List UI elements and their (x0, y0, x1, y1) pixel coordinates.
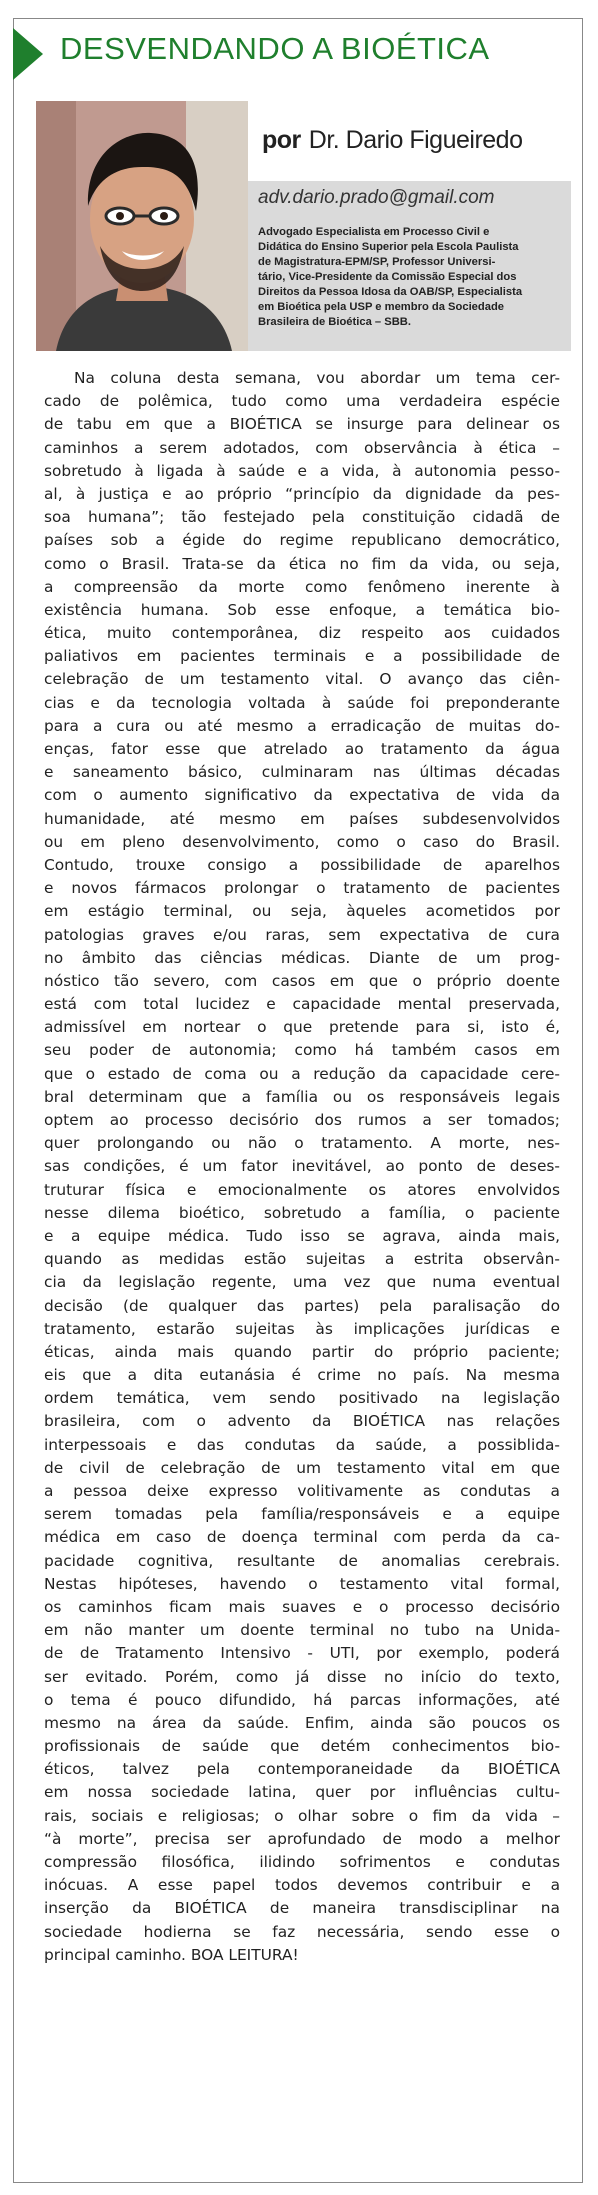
article-line: em não manter um doente terminal no tubo na Unida- (44, 1621, 560, 1640)
article-line: está com total lucidez e capacidade mental preservada, (44, 995, 560, 1014)
article-line: mesmo na área da saúde. Enfim, ainda são poucos os (44, 1713, 560, 1732)
article-line: patologias graves e/ou raras, sem expectativa de cura (44, 925, 560, 944)
article-line: admissível em nortear o que pretende para si, isto é, (44, 1018, 560, 1037)
author-block (36, 101, 571, 351)
article-line: eis que a dita eutanásia é crime no país. Na mesma (44, 1366, 560, 1385)
article-line: e saneamento básico, culminaram nas últimas décadas (44, 763, 560, 782)
article-line: e a equipe médica. Tudo isso se agrava, ainda mais, (44, 1226, 560, 1245)
article-line: humanidade, até mesmo em países subdesenvolvidos (44, 809, 560, 828)
article-line: inócuas. A esse papel todos devemos contribuir e a (44, 1876, 560, 1895)
article-line: brasileira, com o advento da BIOÉTICA nas relações (44, 1412, 560, 1431)
article-line: países sob a égide do regime republicano democrático, (44, 531, 560, 550)
article-line: no âmbito das ciências médicas. Diante de um prog- (44, 948, 560, 967)
article-line: optem ao processo decisório dos rumos a ser tomados; (44, 1111, 560, 1129)
author-bio (258, 225, 563, 330)
article-line: caminhos a serem adotados, com observância à ética – (44, 438, 560, 457)
article-line: os caminhos ficam mais suaves e o processo decisório (44, 1597, 560, 1616)
article-line: existência humana. Sob esse enfoque, a temática bio- (44, 600, 560, 619)
article-line: compressão filosófica, ilidindo sofrimentos e condutas (44, 1853, 560, 1871)
author-photo (36, 101, 248, 351)
article-line: para a cura ou até mesmo a erradicação de muitas do- (44, 716, 560, 735)
article-line: interpessoais e das condutas da saúde, a possiblida- (44, 1435, 560, 1454)
author-email[interactable]: adv.dario.prado@gmail.com (258, 187, 495, 208)
column-header (14, 19, 584, 83)
author-byline (262, 126, 523, 155)
article-line: ordem temática, vem sendo positivado na legislação (44, 1389, 560, 1408)
article-line: a pessoa deixe expresso volitivamente as condutas a (44, 1482, 560, 1500)
article-line: éticas, ainda mais quando partir do próprio paciente; (44, 1342, 560, 1361)
article-line: profissionais de saúde que detém conhecimentos bio- (44, 1737, 560, 1756)
article-line: quer prolongando ou não o tratamento. A morte, nes- (44, 1134, 560, 1153)
article-line: principal caminho. BOA LEITURA! (44, 1945, 299, 1964)
article-line: Nestas hipóteses, havendo o testamento vital formal, (44, 1574, 560, 1593)
article-line: ética, muito contemporânea, diz respeito aos cuidados (44, 624, 560, 643)
article-line: médica em caso de doença terminal com perda da ca- (44, 1528, 560, 1547)
article-line: al, à justiça e ao próprio “princípio da dignidade da pes- (44, 484, 560, 503)
article-line: paliativos em pacientes terminais e a possibilidade de (44, 647, 560, 666)
bio-line: Advogado Especialista em Processo Civil e (258, 226, 490, 238)
article-line: a compreensão da morte como fenômeno inerente à (44, 577, 560, 596)
article-line: tratamento, estarão sujeitas às implicações jurídicas e (44, 1319, 560, 1338)
article-line: em nossa sociedade latina, quer por influências cultu- (44, 1783, 560, 1802)
article-line: cia da legislação regente, uma vez que numa eventual (44, 1273, 560, 1292)
article-line: truturar física e emocionalmente os atores envolvidos (44, 1180, 560, 1199)
author-info-box (248, 181, 571, 351)
article-line: nesse dilema bioético, sobretudo a família, o paciente (44, 1203, 560, 1222)
article-line: pacidade cognitiva, resultante de anomalias cerebrais. (44, 1551, 560, 1570)
article-line: sociedade hodierna se faz necessária, sendo esse o (44, 1922, 560, 1941)
article-line: Na coluna desta semana, vou abordar um tema cer- (74, 369, 560, 387)
article-line: inserção da BIOÉTICA de maneira transdisciplinar na (44, 1899, 560, 1918)
article-line: enças, fator esse que atrelado ao tratamento da água (44, 740, 560, 758)
article-line: de civil de celebração de um testamento vital em que (44, 1458, 560, 1477)
article-line: com o aumento significativo da expectativa de vida da (44, 786, 560, 805)
article-line: sobretudo à ligada à saúde e a vida, à autonomia pesso- (44, 461, 560, 480)
article-line: celebração de um testamento vital. O avanço das ciên- (44, 670, 560, 689)
bio-line: tário, Vice-Presidente da Comissão Especial dos (258, 271, 517, 283)
article-line: seu poder de autonomia; como há também casos em (44, 1041, 560, 1060)
bio-line: Direitos da Pessoa Idosa da OAB/SP, Especialista (258, 286, 523, 298)
article-line: o tema é pouco difundido, há parcas informações, até (44, 1690, 560, 1709)
article-line: decisão (de qualquer das partes) pela paralisação do (44, 1296, 560, 1315)
bio-line: Didática do Ensino Superior pela Escola Paulista (258, 241, 519, 253)
bio-line: Brasileira de Bioética – SBB. (258, 316, 411, 328)
article-line: sas condições, é um fator inevitável, ao ponto de deses- (44, 1157, 560, 1176)
byline-prefix: por (262, 126, 301, 154)
column-title: DESVENDANDO A BIOÉTICA (60, 31, 490, 66)
article-line: éticos, talvez pela contemporaneidade da BIOÉTICA (44, 1760, 560, 1779)
article-line: como o Brasil. Trata-se da ética no fim da vida, ou seja, (44, 554, 560, 573)
article-line: Contudo, trouxe consigo a possibilidade de aparelhos (44, 855, 560, 874)
article-line: ou em pleno desenvolvimento, como o caso do Brasil. (44, 832, 560, 851)
article-line: de de Tratamento Intensivo - UTI, por exemplo, poderá (44, 1644, 560, 1663)
article-line: serem tomadas pela família/responsáveis e a equipe (44, 1505, 560, 1524)
author-portrait (36, 101, 248, 351)
article-line: cias e da tecnologia voltada à saúde foi preponderante (44, 693, 560, 712)
article-line: nóstico tão severo, com casos em que o próprio doente (44, 971, 560, 990)
article-line: soa humana”; tão festejado pela constituição cidadã de (44, 508, 560, 527)
bio-line: em Bioética pela USP e membro da Sociedade (258, 301, 505, 313)
article-line: de tabu em que a BIOÉTICA se insurge para delinear os (44, 415, 560, 434)
article-line: que o estado de coma ou a redução da capacidade cere- (44, 1064, 560, 1083)
article-line: quando as medidas estão sujeitas a estrita observân- (44, 1250, 560, 1269)
article-line: e novos fármacos prolongar o tratamento de pacientes (44, 879, 560, 898)
article-line: rais, sociais e religiosas; o olhar sobre o fim da vida – (44, 1806, 560, 1825)
article-line: ser evitado. Porém, como já disse no início do texto, (44, 1667, 560, 1686)
article-line: “à morte”, precisa ser aprofundado de modo a melhor (44, 1829, 560, 1848)
article-line: em estágio terminal, ou seja, àqueles acometidos por (44, 902, 560, 921)
article-body (44, 367, 560, 1967)
article-line: cado de polêmica, tudo como uma verdadeira espécie (44, 392, 560, 411)
author-name: Dr. Dario Figueiredo (308, 126, 523, 154)
triangle-arrow-icon (13, 28, 43, 80)
bio-line: de Magistratura-EPM/SP, Professor Universi- (258, 256, 496, 268)
article-line: bral determinam que a família ou os responsáveis legais (44, 1087, 560, 1106)
column-frame (13, 18, 583, 2183)
